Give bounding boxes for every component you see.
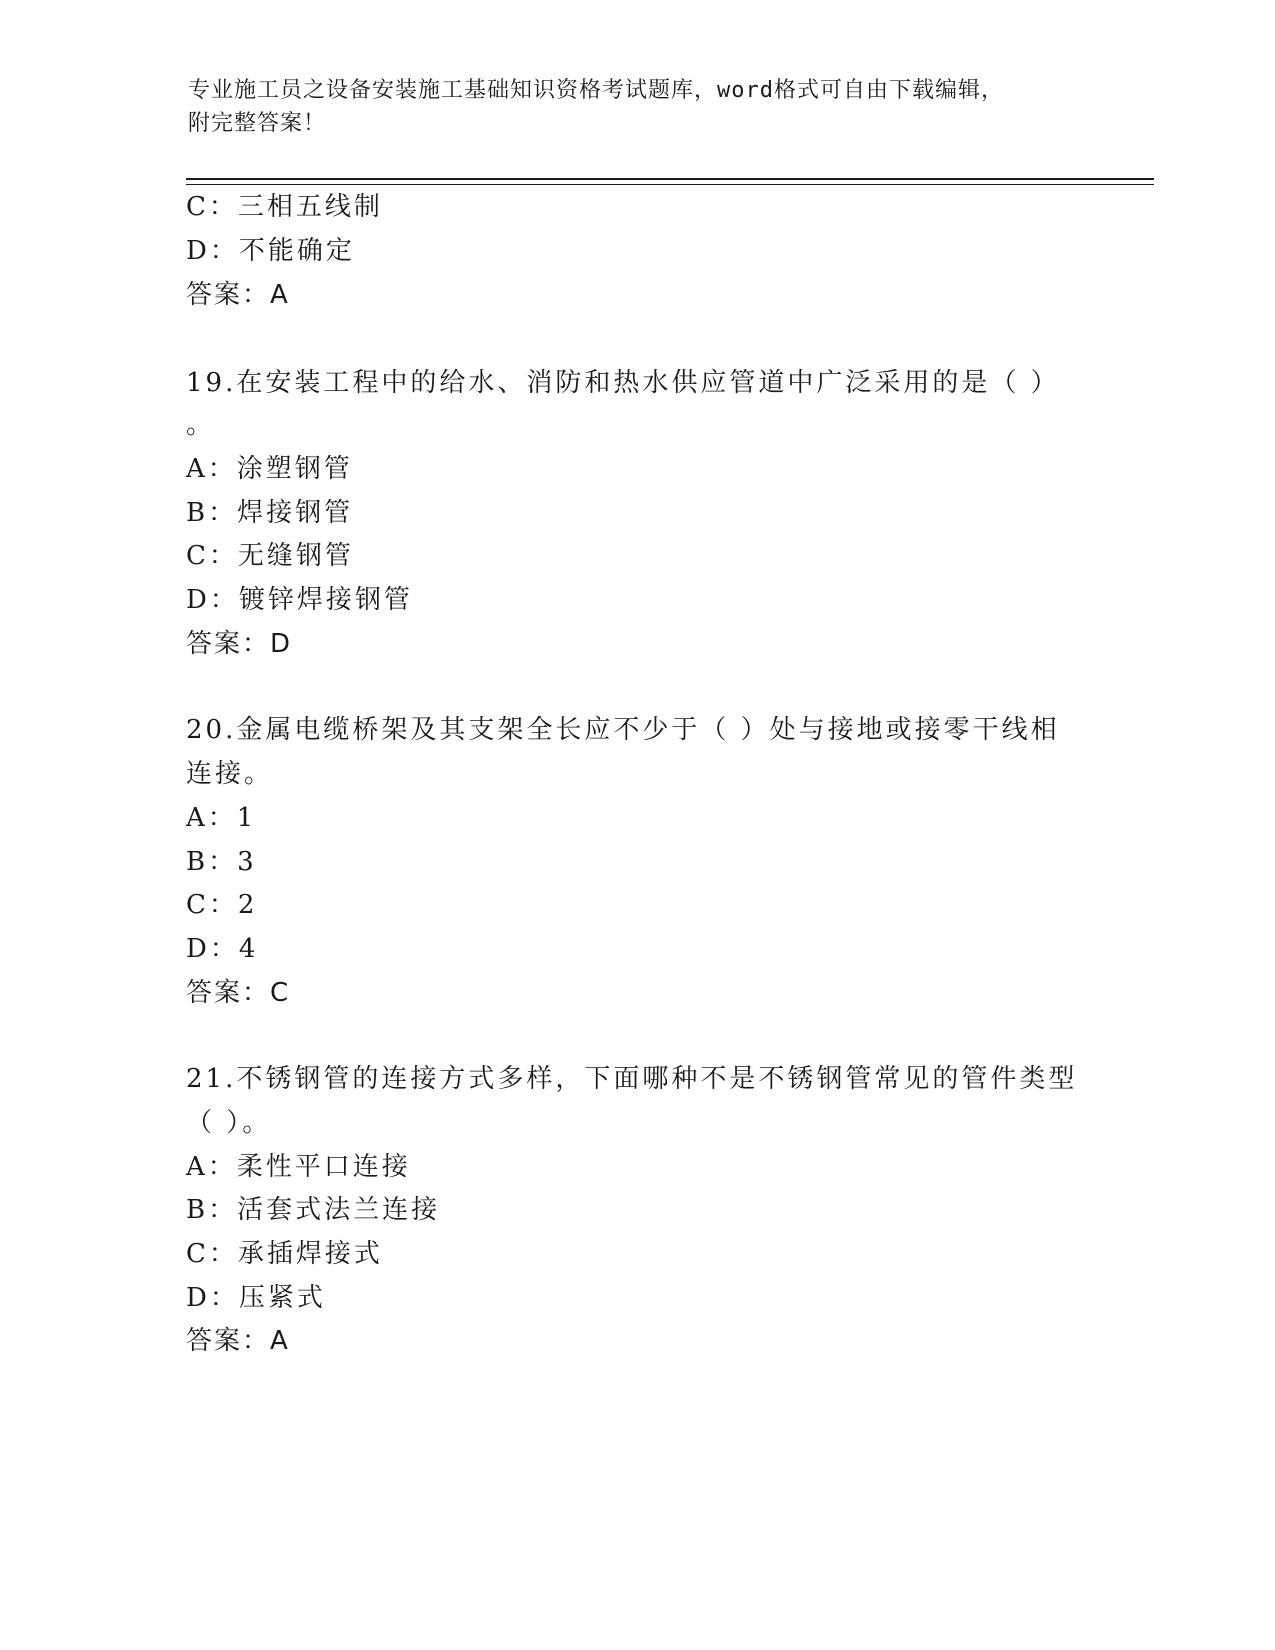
option-d: D：不能确定 xyxy=(186,236,355,266)
option-a: A：1 xyxy=(186,803,257,833)
question-stem-19: 19.在安装工程中的给水、消防和热水供应管道中广泛采用的是（ ） xyxy=(186,368,1060,398)
option-b: B：焊接钢管 xyxy=(186,498,354,528)
answer-text: 答案：C xyxy=(186,978,291,1008)
document-header xyxy=(188,74,1088,140)
header-divider-thick xyxy=(186,178,1154,180)
option-b: B：3 xyxy=(186,847,257,877)
question-stem-19-cont: 。 xyxy=(186,410,216,440)
answer-text: 答案：A xyxy=(186,280,290,310)
option-c: C：无缝钢管 xyxy=(186,541,354,571)
option-a: A：柔性平口连接 xyxy=(186,1152,411,1182)
option-c: C：承插焊接式 xyxy=(186,1239,383,1269)
option-c: C：三相五线制 xyxy=(186,192,383,222)
option-d: D：4 xyxy=(186,934,259,964)
question-stem-21: 21.不锈钢管的连接方式多样，下面哪种不是不锈钢管常见的管件类型 xyxy=(186,1064,1078,1094)
option-c: C：2 xyxy=(186,890,258,920)
option-a: A：涂塑钢管 xyxy=(186,454,353,484)
header-line-1: 专业施工员之设备安装施工基础知识资格考试题库，word格式可自由下载编辑， xyxy=(188,78,1004,103)
option-d: D：压紧式 xyxy=(186,1283,326,1313)
question-stem-21-cont: （ ）。 xyxy=(186,1108,272,1138)
header-line-2: 附完整答案！ xyxy=(188,111,327,136)
header-divider-thin xyxy=(186,184,1154,185)
answer-text: 答案：A xyxy=(186,1326,290,1356)
option-d: D：镀锌焊接钢管 xyxy=(186,585,413,615)
answer-text: 答案：D xyxy=(186,629,293,659)
question-stem-20: 20.金属电缆桥架及其支架全长应不少于（ ）处与接地或接零干线相 xyxy=(186,715,1060,745)
question-stem-20-cont: 连接。 xyxy=(186,759,274,789)
option-b: B：活套式法兰连接 xyxy=(186,1195,441,1225)
